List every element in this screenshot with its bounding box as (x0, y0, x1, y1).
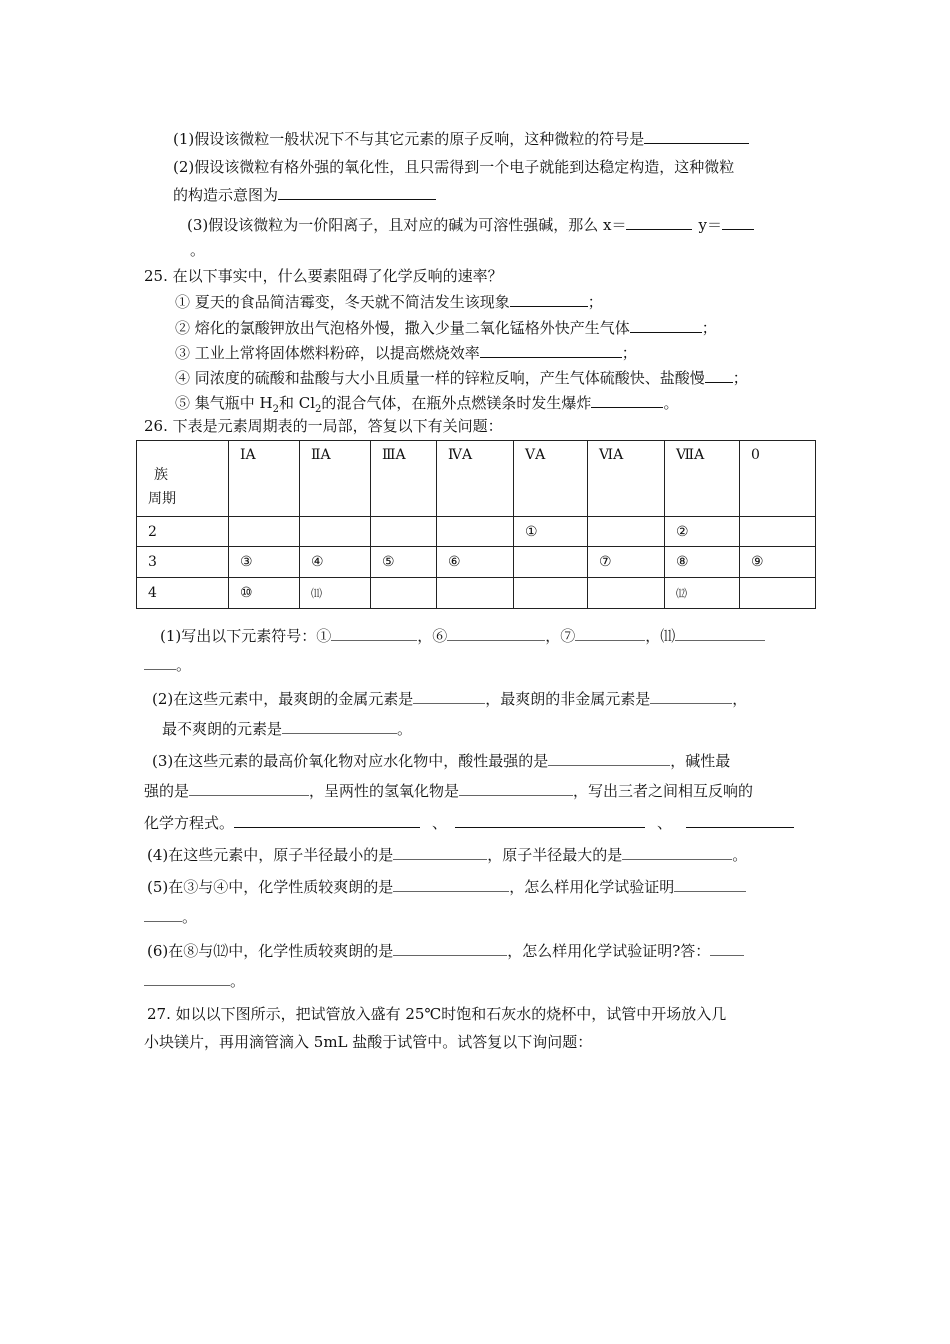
q24-part3-text: (3)假设该微粒为一价阳离子，且对应的碱为可溶性强碱，那么 x＝ (187, 216, 627, 234)
q26-sub2-text-b: ，最爽朗的非金属元素是 (485, 690, 651, 708)
q26-answer-blank-active-nonmetal[interactable] (650, 688, 732, 704)
q26-sub2-text-a: (2)在这些元素中，最爽朗的金属元素是 (152, 690, 414, 708)
q26-answer-blank-7[interactable] (575, 625, 645, 641)
q26-sub4 (147, 844, 747, 865)
group-header: ⅥA (588, 441, 665, 517)
element-cell (514, 578, 588, 609)
group-header: ⅣA (437, 441, 514, 517)
q26-sub6-text-b: ，怎么样用化学试验证明?答： (507, 942, 711, 960)
q26-sub1-end: 。 (176, 656, 192, 674)
q25-h2-subscript: 2 (272, 404, 279, 415)
element-cell: ⑿ (665, 578, 740, 609)
q26-answer-blank-proof-3-4[interactable] (674, 876, 746, 892)
corner-label-group: 族 (154, 467, 168, 483)
element-cell (588, 517, 665, 547)
q25-title (144, 266, 503, 286)
table-corner-cell (137, 441, 229, 517)
element-cell (514, 547, 588, 578)
q26-sub2-line1 (152, 688, 747, 709)
q26-sub3-line1 (152, 750, 730, 771)
period-label: 2 (137, 517, 229, 547)
element-cell: ⑦ (588, 547, 665, 578)
q25-cl2-subscript: 2 (315, 404, 322, 415)
periodic-table-fragment (136, 440, 816, 609)
q26-sub3-text-c: 强的是 (144, 782, 190, 800)
q25-answer-blank-3[interactable] (480, 342, 622, 358)
q26-sub4-end: 。 (732, 846, 748, 864)
q25-item-5-text-c: 的混合气体，在瓶外点燃镁条时发生爆炸 (321, 394, 592, 412)
q27-line2 (144, 1032, 592, 1052)
q26-sub5-end: 。 (182, 908, 198, 926)
period-label: 4 (137, 578, 229, 609)
q26-sub5-text-a: (5)在③与④中，化学性质较爽朗的是 (147, 878, 394, 896)
q25-item-2-text: ② 熔化的氯酸钾放出气泡格外慢，撒入少量二氧化锰格外快产生气体 (175, 319, 630, 337)
q26-answer-blank-equation-3[interactable] (686, 812, 794, 828)
element-cell: ⑧ (665, 547, 740, 578)
element-cell: ② (665, 517, 740, 547)
q26-sub3-text-b: ，碱性最 (670, 752, 731, 770)
q26-sub3-text-a: (3)在这些元素的最高价氧化物对应水化物中，酸性最强的是 (152, 752, 549, 770)
element-cell (437, 578, 514, 609)
element-cell (740, 578, 816, 609)
q25-item-5-text-a: ⑤ 集气瓶中 H (175, 394, 273, 412)
q25-answer-blank-4[interactable] (705, 367, 733, 383)
group-header: ⅤA (514, 441, 588, 517)
q26-answer-blank-1[interactable] (331, 625, 417, 641)
q24-answer-blank-structure[interactable] (278, 184, 436, 200)
table-header-row (137, 441, 816, 517)
q26-sub3-line3 (144, 812, 794, 833)
q26-answer-blank-11-cont[interactable] (144, 654, 176, 670)
q26-answer-blank-proof-8-12[interactable] (710, 940, 744, 956)
table-row (137, 517, 816, 547)
q26-sub3-line2 (144, 780, 753, 801)
q26-sub2-comma: ， (732, 690, 748, 708)
q25-item-3-text: ③ 工业上常将固体燃料粉碎，以提高燃烧效率 (175, 344, 480, 362)
q26-answer-blank-active-8-12[interactable] (393, 940, 507, 956)
element-cell (588, 578, 665, 609)
element-cell: ④ (300, 547, 371, 578)
element-cell: ⑩ (229, 578, 300, 609)
element-cell: ③ (229, 547, 300, 578)
q26-answer-blank-active-metal[interactable] (413, 688, 485, 704)
table-row (137, 578, 816, 609)
q24-part3-period: 。 (190, 241, 206, 259)
q26-sub3-text-d: ，呈两性的氢氧化物是 (309, 782, 460, 800)
q25-item-2-semi: ； (701, 319, 717, 337)
q26-answer-blank-strong-acid[interactable] (548, 750, 670, 766)
q26-sub1-line1 (160, 625, 765, 646)
q25-item-2 (175, 317, 717, 338)
q26-sub3-text-e: ，写出三者之间相互反响的 (573, 782, 754, 800)
q26-sub6-text-a: (6)在⑧与⑿中，化学性质较爽朗的是 (147, 942, 394, 960)
q25-answer-blank-2[interactable] (630, 317, 702, 333)
q24-part2-text-b: 的构造示意图为 (173, 186, 279, 204)
q26-sub4-text-a: (4)在这些元素中，原子半径最小的是 (147, 846, 394, 864)
element-cell (229, 517, 300, 547)
q26-answer-blank-6[interactable] (447, 625, 545, 641)
q24-answer-blank-symbol[interactable] (644, 128, 749, 144)
q25-item-1 (175, 291, 603, 312)
q26-sub5-line2 (144, 906, 197, 927)
period-label: 3 (137, 547, 229, 578)
q24-part3-end (190, 240, 205, 260)
q24-part3 (187, 214, 754, 235)
q26-sub6-line1 (147, 940, 744, 961)
q25-item-4-semi: ； (732, 369, 748, 387)
q26-sub1-text-d: ，⑾ (645, 627, 676, 645)
group-header: ⅦA (665, 441, 740, 517)
q26-sub4-text-b: ，原子半径最大的是 (487, 846, 623, 864)
q24-part1 (173, 128, 749, 149)
q25-item-5-text-b: 和 Cl (279, 394, 316, 412)
q26-sub1-text-a: (1)写出以下元素符号：① (160, 627, 332, 645)
q26-answer-blank-largest-radius[interactable] (622, 844, 732, 860)
q26-answer-blank-11[interactable] (675, 625, 765, 641)
q25-item-3-semi: ； (621, 344, 637, 362)
q25-item-3 (175, 342, 637, 363)
q26-sub1-text-c: ，⑦ (545, 627, 576, 645)
element-cell: ⑾ (300, 578, 371, 609)
q26-sub3-sep-1: 、 (432, 814, 448, 832)
q26-sub3-text-f: 化学方程式。 (144, 814, 235, 832)
group-header: ⅡA (300, 441, 371, 517)
element-cell: ⑤ (371, 547, 437, 578)
q24-part2-text: (2)假设该微粒有格外强的氧化性，且只需得到一个电子就能到达稳定构造，这种微粒 (173, 158, 735, 176)
q27-line1 (147, 1004, 726, 1024)
q26-answer-blank-active-3-4[interactable] (393, 876, 509, 892)
q24-part3-y-label: y＝ (698, 216, 722, 234)
q26-answer-blank-equation-2[interactable] (455, 812, 645, 828)
q26-sub1-line2 (144, 654, 191, 675)
group-header: 0 (740, 441, 816, 517)
element-cell (371, 578, 437, 609)
q25-answer-blank-5[interactable] (591, 392, 663, 408)
q27-text-1: 27. 如以以下图所示，把试管放入盛有 25℃时饱和石灰水的烧杯中，试管中开场放入几 (147, 1005, 727, 1023)
q24-part2-line2 (173, 184, 436, 205)
q26-sub2-end: 。 (397, 720, 413, 738)
q26-sub1-text-b: ，⑥ (417, 627, 448, 645)
element-cell (300, 517, 371, 547)
q25-item-5-period: 。 (663, 394, 679, 412)
q25-item-1-text: ① 夏天的食品简洁霉变，冬天就不简洁发生该现象 (175, 293, 510, 311)
q26-sub5-text-b: ，怎么样用化学试验证明 (509, 878, 675, 896)
q26-sub2-text-d: 最不爽朗的元素是 (162, 720, 283, 738)
q26-answer-blank-amphoteric[interactable] (459, 780, 573, 796)
q24-answer-blank-y[interactable] (722, 214, 754, 230)
table-row (137, 547, 816, 578)
q26-sub6-end: 。 (230, 972, 246, 990)
q25-title-text: 25. 在以下事实中，什么要素阻碍了化学反响的速率？ (144, 267, 503, 285)
q26-answer-blank-strong-base[interactable] (189, 780, 309, 796)
q26-sub2-line2 (162, 718, 412, 739)
element-cell (371, 517, 437, 547)
q26-sub5-line1 (147, 876, 746, 897)
q26-answer-blank-equation-1[interactable] (234, 812, 420, 828)
element-cell: ⑨ (740, 547, 816, 578)
q24-answer-blank-x[interactable] (626, 214, 692, 230)
q26-title-text: 26. 下表是元素周期表的一局部，答复以下有关问题： (144, 417, 503, 435)
q26-answer-blank-proof-3-4-cont[interactable] (144, 906, 182, 922)
q25-item-4 (175, 367, 748, 388)
q26-sub3-sep-2: 、 (657, 814, 673, 832)
q26-answer-blank-smallest-radius[interactable] (393, 844, 487, 860)
corner-label-period: 周期 (148, 491, 176, 507)
q24-part1-text: (1)假设该微粒一般状况下不与其它元素的原子反响，这种微粒的符号是 (173, 130, 645, 148)
group-header: ⅠA (229, 441, 300, 517)
q24-part2-line1 (173, 157, 734, 177)
q26-sub6-line2 (144, 970, 245, 991)
q27-text-2: 小块镁片，再用滴管滴入 5mL 盐酸于试管中。试答复以下询问题： (144, 1033, 593, 1051)
q25-item-1-semi: ； (587, 293, 603, 311)
element-cell (437, 517, 514, 547)
q26-answer-blank-inactive[interactable] (282, 718, 397, 734)
q26-answer-blank-proof-8-12-cont[interactable] (144, 970, 230, 986)
group-header: ⅢA (371, 441, 437, 517)
element-cell: ① (514, 517, 588, 547)
q25-answer-blank-1[interactable] (510, 291, 588, 307)
element-cell (740, 517, 816, 547)
q26-title (144, 416, 503, 436)
element-cell: ⑥ (437, 547, 514, 578)
q25-item-4-text: ④ 同浓度的硫酸和盐酸与大小且质量一样的锌粒反响，产生气体硫酸快、盐酸慢 (175, 369, 705, 387)
